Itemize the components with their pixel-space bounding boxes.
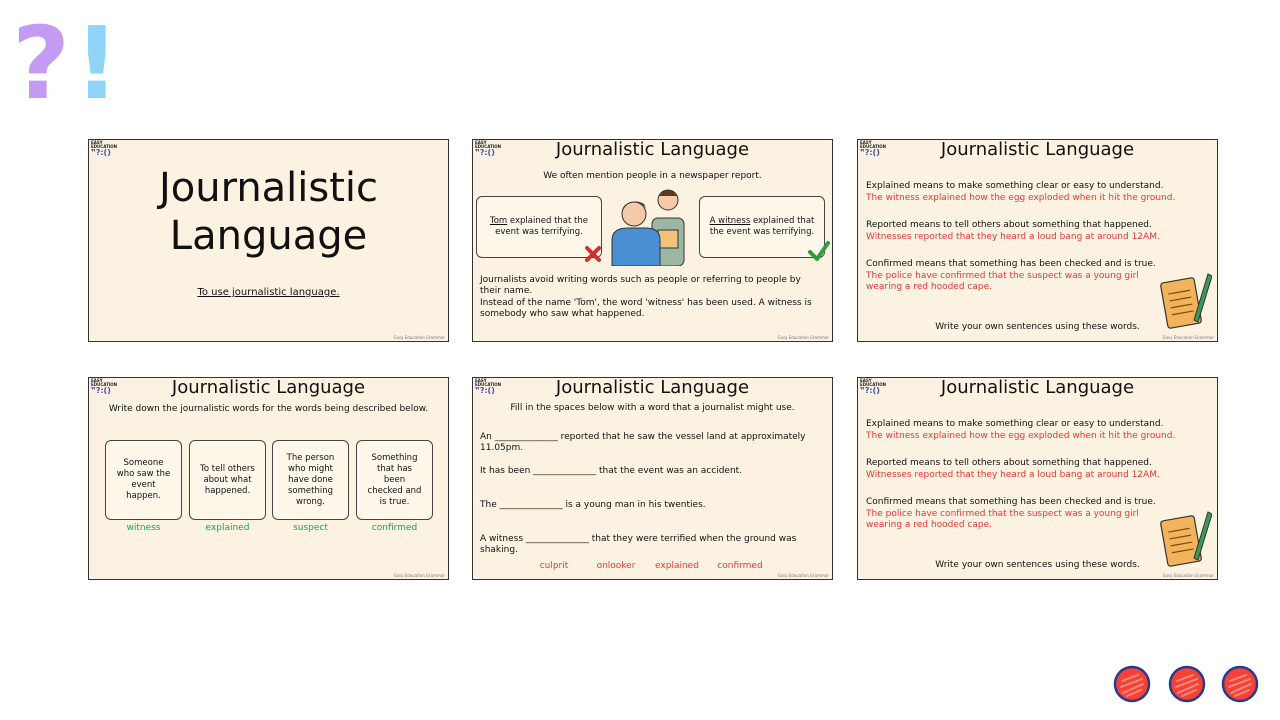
learning-objective: To use journalistic language.	[197, 287, 340, 298]
definition-confirmed: Confirmed means that something has been checked and is true.	[866, 259, 1156, 269]
fill-sentence: The ______________ is a young man in his twenties.	[480, 500, 706, 510]
slide-logo: EASY EDUCATION ❞?:()	[91, 140, 117, 157]
slide-heading: Journalistic Language	[940, 139, 1135, 160]
paragraph-1: Journalists avoid writing words such as people or referring to people by their name.	[480, 275, 801, 296]
slide-intro: Write down the journalistic words for the words being described below.	[108, 404, 429, 414]
slide-logo: EASY EDUCATION ❞?:()	[860, 140, 886, 157]
nav-dot-icon[interactable]	[1168, 665, 1206, 703]
definition-card: To tell others about what happened.	[189, 440, 266, 520]
notepad-pencil-icon	[1160, 268, 1212, 330]
slide-thumbnail-2[interactable]	[472, 139, 833, 342]
example-box-name: Tom explained that the event was terrifying.	[476, 196, 602, 258]
slide-heading: Journalistic Language	[171, 377, 366, 398]
fill-sentence: An ______________ reported that he saw the vessel land at approximately 11.05pm.	[480, 432, 806, 453]
slide-logo: EASY EDUCATION ❞?:()	[91, 378, 117, 395]
fill-sentence: It has been ______________ that the event was an accident.	[480, 466, 743, 476]
definition-reported: Reported means to tell others about something that happened.	[866, 220, 1152, 230]
slide-thumbnail-5[interactable]	[472, 377, 833, 580]
word-bank-item: culprit	[539, 561, 569, 571]
slide-heading: Journalistic Language	[940, 377, 1135, 398]
check-icon	[808, 240, 830, 262]
word-bank-item: confirmed	[717, 561, 763, 571]
paragraph-2: Instead of the name 'Tom', the word 'witness' has been used. A witness is somebody who saw what happened.	[480, 298, 812, 319]
example-explained: The witness explained how the egg exploded when it hit the ground.	[866, 193, 1176, 203]
cross-icon	[585, 246, 601, 262]
word-bank-item: explained	[655, 561, 699, 571]
example-explained: The witness explained how the egg exploded when it hit the ground.	[866, 431, 1176, 441]
slide-logo: EASY EDUCATION ❞?:()	[475, 140, 501, 157]
people-illustration-icon	[608, 184, 692, 266]
slide-footer: Easy Education Grammar	[394, 335, 445, 340]
slide-logo: EASY EDUCATION ❞?:()	[475, 378, 501, 395]
slide-footer: Easy Education Grammar	[778, 573, 829, 578]
answer-word: explained	[205, 523, 250, 533]
exclamation-icon: !	[74, 8, 120, 108]
slide-footer: Easy Education Grammar	[1163, 573, 1214, 578]
word-bank-item: onlooker	[596, 561, 636, 571]
answer-word: suspect	[293, 523, 328, 533]
slide-thumbnail-3[interactable]	[857, 139, 1218, 342]
definition-confirmed: Confirmed means that something has been checked and is true.	[866, 497, 1156, 507]
definition-explained: Explained means to make something clear or easy to understand.	[866, 419, 1164, 429]
nav-dot-icon[interactable]	[1221, 665, 1259, 703]
definition-card: Something that has been checked and is true.	[356, 440, 433, 520]
slide-intro: We often mention people in a newspaper report.	[543, 171, 762, 181]
example-confirmed: The police have confirmed that the suspect was a young girl wearing a red hooded cape.	[866, 271, 1139, 292]
question-exclaim-icon	[12, 8, 122, 108]
question-mark-icon: ?	[12, 8, 71, 108]
slide-footer: Easy Education Grammar	[778, 335, 829, 340]
slide-footer: Easy Education Grammar	[1163, 335, 1214, 340]
slide-heading: Journalistic Language	[555, 139, 750, 160]
example-box-witness: A witness explained that the event was terrifying.	[699, 196, 825, 258]
fill-sentence: A witness ______________ that they were terrified when the ground was shaking.	[480, 534, 797, 555]
slide-intro: Fill in the spaces below with a word that a journalist might use.	[510, 403, 795, 413]
definition-explained: Explained means to make something clear or easy to understand.	[866, 181, 1164, 191]
slide-thumbnail-6[interactable]	[857, 377, 1218, 580]
nav-dot-icon[interactable]	[1113, 665, 1151, 703]
slide-heading: Journalistic Language	[555, 377, 750, 398]
notepad-pencil-icon	[1160, 506, 1212, 568]
answer-word: witness	[126, 523, 161, 533]
slide-title: Journalistic Language	[158, 165, 379, 259]
answer-word: confirmed	[371, 523, 418, 533]
definition-card: The person who might have done something wrong.	[272, 440, 349, 520]
definition-card: Someone who saw the event happen.	[105, 440, 182, 520]
example-reported: Witnesses reported that they heard a loud bang at around 12AM.	[866, 470, 1160, 480]
slide-footer: Easy Education Grammar	[394, 573, 445, 578]
slide-thumbnail-4[interactable]	[88, 377, 449, 580]
slide-thumbnail-1[interactable]	[88, 139, 449, 342]
example-confirmed: The police have confirmed that the suspect was a young girl wearing a red hooded cape.	[866, 509, 1139, 530]
task-instruction: Write your own sentences using these words.	[935, 322, 1140, 332]
definition-reported: Reported means to tell others about something that happened.	[866, 458, 1152, 468]
example-reported: Witnesses reported that they heard a loud bang at around 12AM.	[866, 232, 1160, 242]
task-instruction: Write your own sentences using these words.	[935, 560, 1140, 570]
brand-mark	[12, 8, 122, 108]
slide-logo: EASY EDUCATION ❞?:()	[860, 378, 886, 395]
